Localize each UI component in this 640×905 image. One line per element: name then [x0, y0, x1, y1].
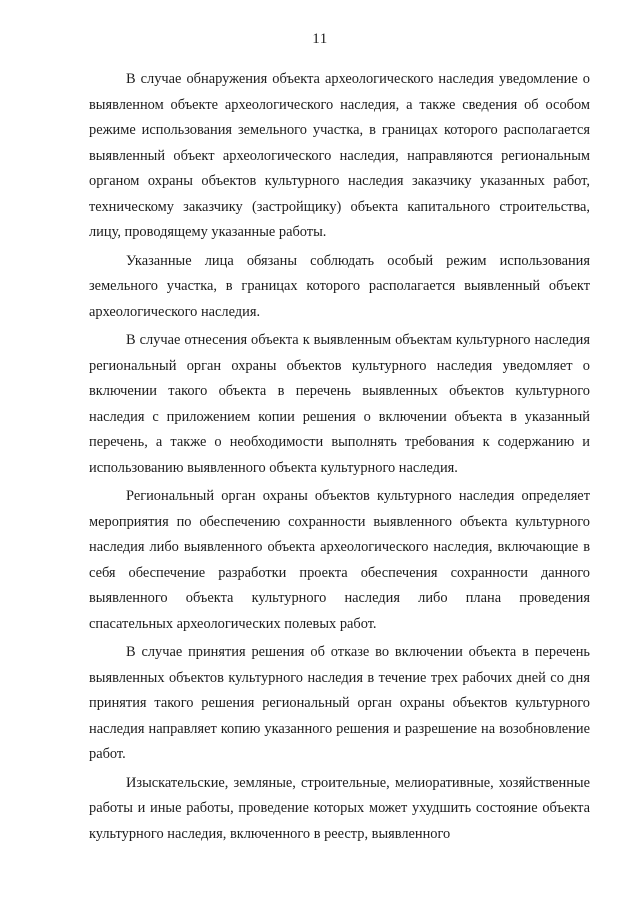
- paragraph-preservation-measures: Региональный орган охраны объектов культурного наследия определяет мероприятия по обеспечению сохранности выявленного объекта культурного наследия либо выявленного объекта археологического наследия, включающие в себя обеспечение разработки проекта обеспечения сохранности данного выявленного объекта культурного наследия либо плана проведения спасательных археологических полевых работ.: [89, 488, 590, 632]
- document-body: [89, 67, 590, 847]
- paragraph-special-land-use-regime: Указанные лица обязаны соблюдать особый режим использования земельного участка, в границах которого располагается выявленный объект археологического наследия.: [89, 252, 590, 320]
- paragraph-refusal-of-inclusion: В случае принятия решения об отказе во включении объекта в перечень выявленных объектов культурного наследия в течение трех рабочих дней со дня принятия такого решения региональный орган охраны объектов культурного наследия направляет копию указанного решения и разрешение на возобновление работ.: [89, 644, 590, 762]
- page-number: 11: [312, 31, 328, 47]
- paragraph-survey-and-construction-works: Изыскательские, земляные, строительные, мелиоративные, хозяйственные работы и иные работы, проведение которых может ухудшить состояние объекта культурного наследия, включенного в реестр, выявленного: [89, 774, 590, 842]
- paragraph-inclusion-in-list: В случае отнесения объекта к выявленным объектам культурного наследия региональный орган охраны объектов культурного наследия уведомляет о включении такого объекта в перечень выявленных объектов культурного наследия с приложением копии решения о включении объекта в указанный перечень, а также о необходимости выполнять требования к содержанию и использованию выявленного объекта культурного наследия.: [89, 332, 590, 476]
- paragraph-archaeological-discovery-notice: В случае обнаружения объекта археологического наследия уведомление о выявленном объекте археологического наследия, а также сведения об особом режиме использования земельного участка, в границах которого располагается выявленный объект археологического наследия, направляются региональным органом охраны объектов культурного наследия заказчику указанных работ, техническому заказчику (застройщику) объекта капитального строительства, лицу, проводящему указанные работы.: [89, 71, 590, 240]
